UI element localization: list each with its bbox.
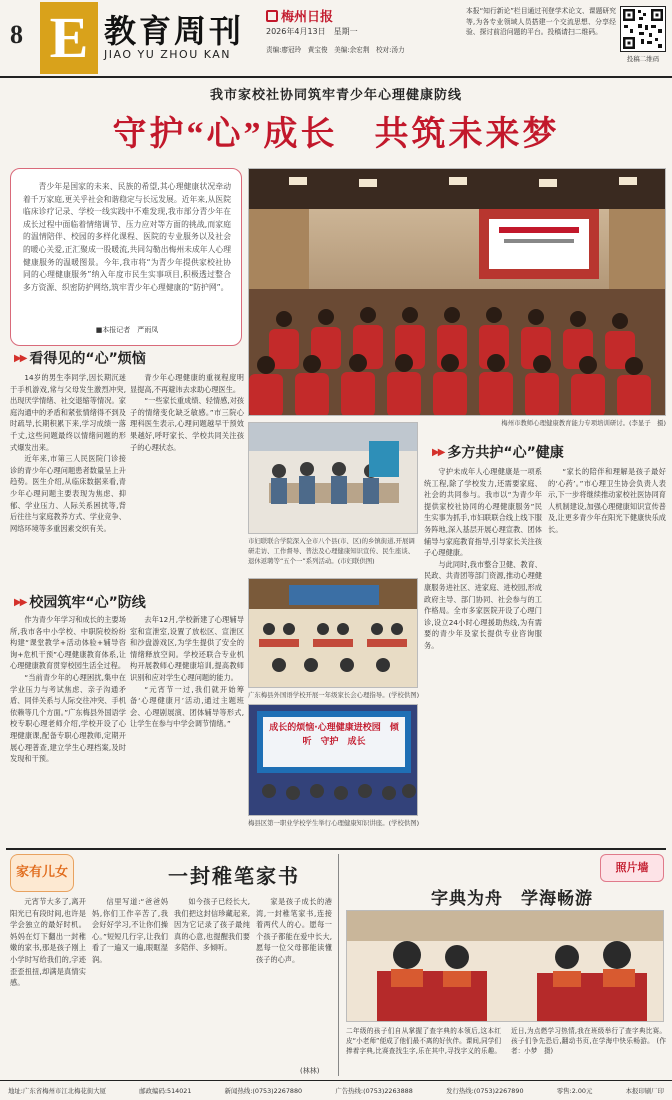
newspaper-logo: 梅州日报 — [266, 6, 333, 25]
headline-kicker: 我市家校社协同筑牢青少年心理健康防线 — [209, 88, 462, 103]
section-letter: E — [40, 2, 98, 74]
photo-parent-meeting — [248, 578, 418, 688]
dictionary-students-illustration — [347, 911, 664, 1022]
photo-wall-credit: (作者：小梦 摄) — [511, 1037, 666, 1056]
section-3-col-b — [548, 466, 666, 838]
editor-credits: 责编:廖冠玲 黄宝俊 美编:余宏荆 校对:汤力 — [266, 46, 405, 54]
paragraph: 青少年心理健康的重视程度明显提高,不再避讳去求助心理医生。 — [130, 373, 244, 394]
family-column-tag: 家有儿女 — [10, 854, 74, 892]
footer-distribution: 发行热线:(0753)2267890 — [446, 1087, 524, 1095]
footer-news-hotline: 新闻热线:(0753)2267880 — [224, 1087, 303, 1095]
section-1-col-b — [130, 372, 244, 588]
paragraph: 元宵节大多了,离开阳光已有段时间,也许是学会独立的最好时机。妈妈在灯下翻出一封稚嫩的家书,那是孩子刚上小学时写给我们的,字迹歪歪扭扭,却满是真情实感。 — [10, 897, 86, 988]
paragraph: 近年来,市第三人民医院门诊接诊的青少年心理问题患者数量呈上升趋势。医生介绍,从临床数据来看,青少年心理问题主要表现为焦虑、抑郁、学业压力、人际关系困扰等,背后往往与家庭教养方式、学业竞争、网络环境等多重因素交织有关。 — [10, 454, 126, 533]
intro-box — [10, 168, 242, 346]
qr-label: 投稿二维码 — [626, 55, 660, 63]
main-photo — [248, 168, 666, 416]
photo-lecture-caption: 梅县区第一职业学校学生举行心理健康知识讲座。(学校供图) — [248, 819, 420, 827]
paragraph: 守护未成年人心理健康是一项系统工程,除了学校发力,还需要家庭、社会的共同参与。我市以“为青少年提供家校社协同的心理健康服务”民生实事为抓手,市妇联联合线上线下服务阵地,深入基层开展心理宣教、团体辅导与家庭教育指导,引导家长关注孩子心理健康。 — [424, 467, 542, 558]
masthead — [0, 0, 672, 78]
section-2-heading: ▶▶ 校园筑牢“心”防线 — [14, 595, 146, 611]
section-1-heading: ▶▶ 看得见的“心”烦恼 — [14, 351, 146, 367]
arrow-icon: ▶▶ — [432, 446, 444, 458]
section-pinyin: JIAO YU ZHOU KAN — [104, 48, 232, 61]
paragraph: 14岁的男生李同学,因长期沉迷于手机游戏,常与父母发生激烈冲突,出现厌学情绪、社交退缩等情况。家庭沟通中的矛盾和紧张情绪得不到及时疏导,长期积累下来,学习成绩一落千丈,这些问题最终以情绪问题的形式爆发出来。 — [10, 373, 126, 452]
photo-wall-caption: 二年级的孩子们自从掌握了查字典的本领后,这本红皮“小老师”便成了他们最不离的好伙伴。课间,同学们捧着字典,比赛查找生字,乐在其中,寻找字义的乐趣。近日,为点燃学习热情,我在班级举行了查字典比赛。孩子们争先恐后,翻动书页,在学海中快乐畅游。 (作者：小梦 摄) — [346, 1027, 666, 1056]
section-1-col-a — [10, 372, 126, 588]
paragraph: “元宵节一过,我们就开始筹备‘心理健康月’活动,通过主题班会、心理剧展演、团体辅导等形式,让学生在参与中学会调节情绪。” — [130, 684, 244, 729]
photo-wall-title: 字典为舟 学海畅游 — [431, 889, 593, 909]
issue-date: 2026年4月13日 星期一 — [266, 27, 358, 36]
section-2-col-b — [130, 614, 244, 860]
byline: ■本报记者 严雨凤 — [95, 326, 159, 334]
paragraph: 家是孩子成长的港湾,一封稚笔家书,连接着两代人的心。愿每一个孩子都能在爱中长大,愿每一位父母都能读懂孩子的心声。 — [256, 897, 332, 964]
paragraph: 作为青少年学习和成长的主要场所,我市各中小学校、中职院校纷纷构建“课堂教学+活动体验+辅导咨询+危机干预”心理健康教育体系,让心理健康教育贯穿校园生活全过程。 — [10, 615, 126, 671]
letter-col-c — [174, 896, 250, 1066]
headline: 守护“心”成长 共筑未来梦 — [112, 116, 560, 153]
classroom-photo-illustration — [249, 169, 666, 416]
photo-lecture — [248, 704, 418, 816]
paragraph: “当前青少年的心理困扰,集中在学业压力与考试焦虑、亲子沟通矛盾、同伴关系与人际交往冲突、手机依赖等几个方面。”广东梅县外国语学校专职心理老师介绍,学校开设了心理健康课,配备专职心理教师,定期开展心理普查,建立学生心理档案,及时发现和干预。 — [10, 672, 126, 764]
qr-code[interactable] — [620, 6, 666, 52]
paragraph: “一些家长重成绩、轻情感,对孩子的情绪变化缺乏敏感。”市三院心理科医生表示,心理问题越早干预效果越好,呼吁家长、学校共同关注孩子的心理状态。 — [130, 396, 244, 452]
footer-address: 地址:广东省梅州市江北梅花街大厦 — [8, 1087, 107, 1095]
qr-code-icon — [621, 7, 665, 51]
section-2-col-a — [10, 614, 126, 860]
paragraph: 信里写道:“爸爸妈妈,你们工作辛苦了,我会好好学习,不让你们操心。”短短几行字,让我们看了一遍又一遍,眼眶湿润。 — [92, 897, 168, 964]
column-divider — [338, 854, 339, 1076]
column-notice: 本报“知行新论”栏目通过刊登学术论文、课题研究等,为各专业领域人员搭建一个交流思想、分享经验、探讨前沿问题的平台。投稿请扫二维码。 — [466, 7, 616, 36]
newspaper-logo-icon — [266, 10, 278, 22]
arrow-icon: ▶▶ — [14, 352, 26, 364]
section-3-heading: ▶▶ 多方共护“心”健康 — [432, 445, 564, 461]
photo-dictionary — [346, 910, 664, 1022]
photo-community-caption: 市妇联联合学院深入全市八个县(市、区)的乡镇街道,开展调研走访、工作督导、普法及心理健康知识宣传、民生座谈、退休返聘等“五个一”系列活动。(市妇联供图) — [248, 537, 415, 565]
lecture-banner-text: 成长的烦恼·心理健康进校园 倾听 守护 成长 — [269, 723, 399, 747]
intro-text: 青少年是国家的未来、民族的希望,其心理健康状况牵动着千万家庭,更关乎社会和谐稳定与长远发展。近年来,从医院临床诊疗记录、学校一线实践中不难发现,我市部分青少年在成长过程中面临着情绪调节、压力应对等方面的挑战,而家庭的温情陪伴、校园的多样化课程、医院的专业服务以及社会的暖心关爱,正汇聚成一股暖流,共同勾勒出梅州未成年人心理健康服务的温暖图景。今年,我市将“为青少年提供家校社协同的心理健康服务”纳入年度市民生实事项目,积极透过整合多方资源、织密防护网络,筑牢青少年心理健康的“防护网”。 — [23, 182, 231, 292]
footer-price: 零售:2.00元 — [556, 1087, 593, 1095]
photo-parent-meeting-caption: 广东梅县外国语学校开展一年级家长会心理指导。(学校供图) — [248, 691, 420, 699]
paragraph: 如今孩子已经长大,我们把这封信珍藏起来,因为它记录了孩子最纯真的心意,也提醒我们要多陪伴、多倾听。 — [174, 897, 250, 953]
footer — [0, 1080, 672, 1100]
photo-community-visit — [248, 422, 418, 534]
photo-wall-tag: 照片墙 — [600, 854, 664, 882]
letter-title: 一封稚笔家书 — [168, 864, 300, 888]
letter-col-d — [256, 896, 332, 1066]
parent-meeting-illustration — [249, 579, 418, 688]
footer-printer: 本报印刷厂印 — [625, 1087, 664, 1095]
paragraph: “家长的陪伴和理解是孩子最好的‘心药’。”市心理卫生协会负责人表示,下一步将继续推动家校社医协同育人机制建设,加强心理健康知识宣传普及,让更多青少年在阳光下健康快乐成长。 — [548, 467, 666, 534]
letter-byline: (林林) — [300, 1067, 320, 1075]
divider — [6, 848, 666, 850]
letter-col-b — [92, 896, 168, 1066]
section-title: 教育周刊 — [104, 12, 245, 50]
section-3-col-a — [424, 466, 542, 838]
letter-col-a — [10, 896, 86, 1066]
community-visit-illustration — [249, 423, 418, 534]
footer-postcode: 邮政编码:514021 — [139, 1087, 192, 1095]
paragraph: 去年12月,学校新建了心理辅导室和宣泄室,设置了放松区、宣泄区和沙盘游戏区,为学生提供了安全的情绪释放空间。学校还联合专业机构开展教师心理健康培训,提高教师识别和应对学生心理问题的能力。 — [130, 615, 244, 682]
footer-ad-hotline: 广告热线:(0753)2263888 — [335, 1087, 413, 1095]
main-photo-caption: 梅州市教师心理健康教育能力专项培训研讨。(李显子 摄) — [501, 419, 666, 427]
page-number: 8 — [10, 20, 23, 49]
paragraph: 与此同时,我市整合卫健、教育、民政、共青团等部门资源,推动心理健康服务进社区、进家庭、进校园,形成政府主导、部门协同、社会参与的工作格局。全市多家医院开设了心理门诊,设立24小时心理援助热线,为有需要的青少年及家长提供专业咨询服务。 — [424, 559, 542, 650]
arrow-icon: ▶▶ — [14, 596, 26, 608]
